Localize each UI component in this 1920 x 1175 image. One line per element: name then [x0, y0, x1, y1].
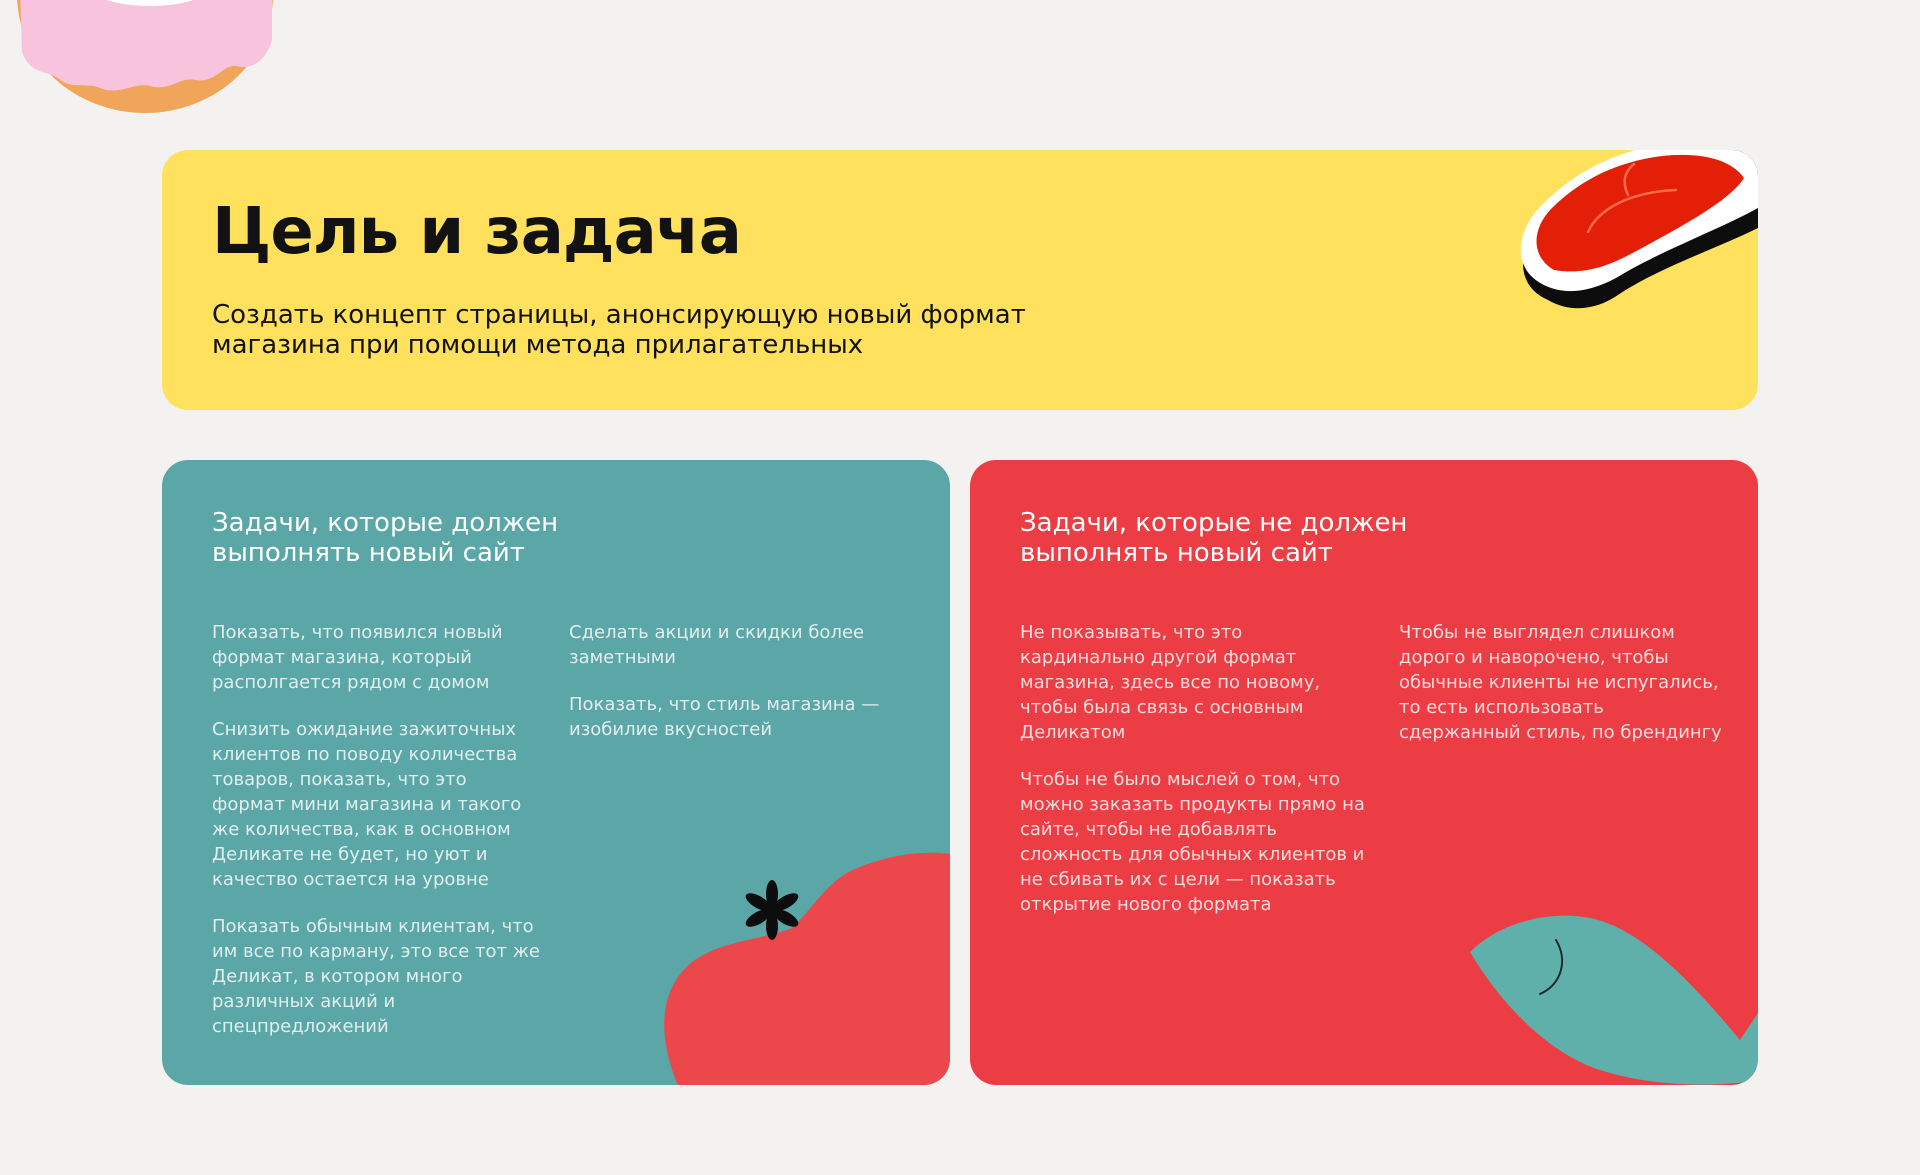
must-tasks-column-1 [212, 620, 542, 1061]
goal-description: Создать концепт страницы, анонсирующую новый формат магазина при помощи метода прилагательных [212, 300, 1026, 360]
must-tasks-title: Задачи, которые должен выполнять новый сайт [212, 508, 559, 568]
list-item: Показать, что стиль магазина — изобилие вкусностей [569, 694, 880, 740]
must-not-tasks-card [970, 460, 1758, 1085]
tomato-illustration-icon [652, 850, 950, 1085]
fish-illustration-icon [1470, 910, 1758, 1085]
list-item: Показать обычным клиентам, что им все по карману, это все тот же Деликат, в котором много различных акций и спецпредложений [212, 916, 540, 1037]
list-item: Сделать акции и скидки более заметными [569, 622, 865, 668]
goal-card [162, 150, 1758, 410]
steak-illustration-icon [1518, 150, 1758, 330]
list-item: Чтобы не выглядел слишком дорого и наворочено, чтобы обычные клиенты не испугались, то есть использовать сдержанный стиль, по брендингу [1399, 622, 1722, 743]
list-item: Чтобы не было мыслей о том, что можно заказать продукты прямо на сайте, чтобы не добавлять сложность для обычных клиентов и не сбивать их с цели — показать открытие нового формата [1020, 769, 1365, 915]
list-item: Снизить ожидание зажиточных клиентов по поводу количества товаров, показать, что это формат мини магазина и такого же количества, как в основном Деликате не будет, но уют и качество остается на уровне [212, 719, 522, 890]
must-not-tasks-title: Задачи, которые не должен выполнять новый сайт [1020, 508, 1408, 568]
list-item: Не показывать, что это кардинально другой формат магазина, здесь все по новому, чтобы была связь с основным Деликатом [1020, 622, 1321, 743]
must-not-tasks-column-2 [1399, 620, 1729, 767]
must-not-tasks-column-1 [1020, 620, 1365, 939]
donut-illustration-icon [0, 0, 300, 130]
goal-title: Цель и задача [212, 195, 741, 269]
must-tasks-card [162, 460, 950, 1085]
must-tasks-column-2 [569, 620, 899, 764]
list-item: Показать, что появился новый формат магазина, который располгается рядом с домом [212, 622, 503, 693]
